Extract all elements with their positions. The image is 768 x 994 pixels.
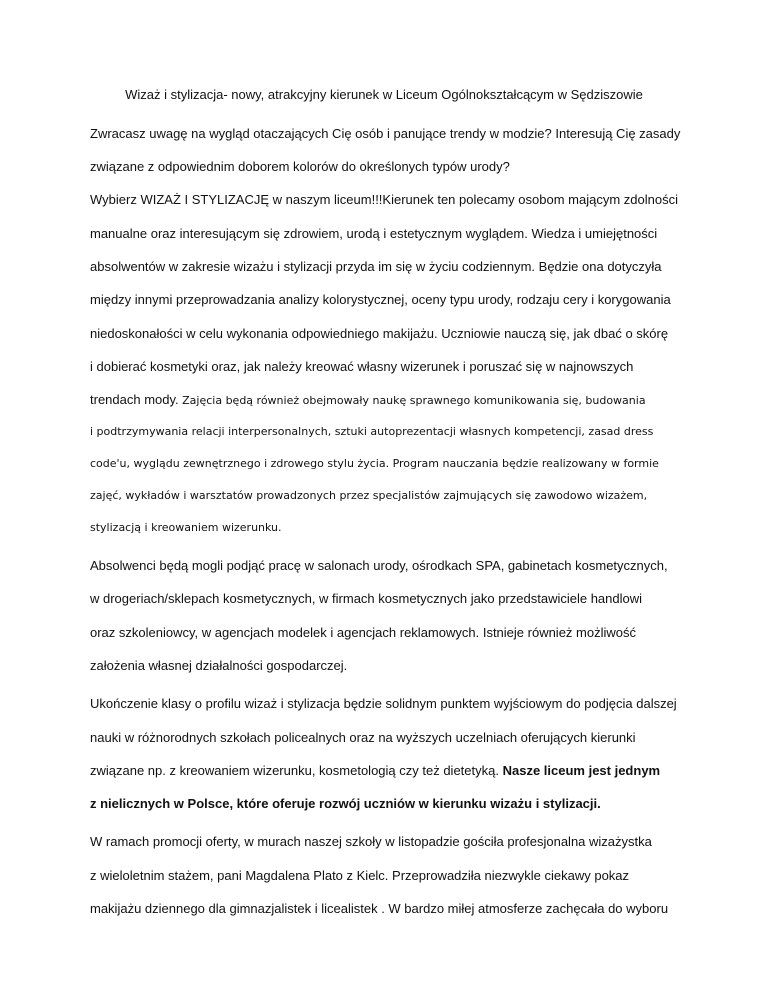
paragraph-line: w drogeriach/sklepach kosmetycznych, w firmach kosmetycznych jako przedstawiciele handlowi xyxy=(90,591,643,606)
paragraph-line: absolwentów w zakresie wizażu i stylizacji przyda im się w życiu codziennym. Będzie ona dotyczyła xyxy=(90,259,662,274)
paragraph-line: między innymi przeprowadzania analizy kolorystycznej, oceny typu urody, rodzaju cery i korygowania xyxy=(90,292,671,307)
paragraph-line xyxy=(90,392,646,409)
paragraph-line: makijażu dziennego dla gimnazjalistek i licealistek . W bardzo miłej atmosferze zachęcała do wyboru xyxy=(90,901,669,916)
paragraph-line: założenia własnej działalności gospodarczej. xyxy=(90,658,348,673)
paragraph-text-bold: Nasze liceum jest jednym xyxy=(502,763,661,778)
paragraph-line: i podtrzymywania relacji interpersonalnych, sztuki autoprezentacji własnych kompetencji, zasad dress xyxy=(90,425,654,438)
paragraph-line: i dobierać kosmetyki oraz, jak należy kreować własny wizerunek i poruszać się w najnowszych xyxy=(90,359,634,374)
paragraph-line xyxy=(90,763,660,779)
paragraph-line: Zwracasz uwagę na wygląd otaczających Cię osób i panujące trendy w modzie? Interesują Cię zasady xyxy=(90,126,681,141)
paragraph-line: zajęć, wykładów i warsztatów prowadzonych przez specjalistów zajmujących się zawodowo wizażem, xyxy=(90,489,648,502)
paragraph-line: Absolwenci będą mogli podjąć pracę w salonach urody, ośrodkach SPA, gabinetach kosmetycznych, xyxy=(90,558,668,573)
paragraph-line: oraz szkoleniowcy, w agencjach modelek i agencjach reklamowych. Istnieje również możliwość xyxy=(90,625,636,640)
document-title: Wizaż i stylizacja- nowy, atrakcyjny kierunek w Liceum Ogólnokształcącym w Sędziszowie xyxy=(125,87,643,102)
paragraph-line: z wieloletnim stażem, pani Magdalena Plato z Kielc. Przeprowadziła niezwykle ciekawy pokaz xyxy=(90,868,630,883)
paragraph-text: związane np. z kreowaniem wizerunku, kosmetologią czy też dietetyką. xyxy=(90,763,503,778)
paragraph-line: Wybierz WIZAŻ I STYLIZACJĘ w naszym liceum!!!Kierunek ten polecamy osobom mającym zdolności xyxy=(90,192,678,207)
paragraph-line: manualne oraz interesującym się zdrowiem, urodą i estetycznym wyglądem. Wiedza i umiejętności xyxy=(90,226,658,241)
paragraph-line: code'u, wyglądu zewnętrznego i zdrowego stylu życia. Program nauczania będzie realizowany w formie xyxy=(90,457,659,470)
paragraph-line: stylizacją i kreowaniem wizerunku. xyxy=(90,521,282,534)
paragraph-line: W ramach promocji oferty, w murach naszej szkoły w listopadzie gościła profesjonalna wizażystka xyxy=(90,834,652,849)
paragraph-line: związane z odpowiednim doborem kolorów do określonych typów urody? xyxy=(90,159,510,174)
paragraph-line: Ukończenie klasy o profilu wizaż i stylizacja będzie solidnym punktem wyjściowym do podjęcia dalszej xyxy=(90,696,677,711)
paragraph-line: niedoskonałości w celu wykonania odpowiedniego makijażu. Uczniowie nauczą się, jak dbać o skórę xyxy=(90,326,669,341)
paragraph-line: nauki w różnorodnych szkołach policealnych oraz na wyższych uczelniach oferujących kierunki xyxy=(90,730,636,745)
paragraph-text: trendach mody. xyxy=(90,392,179,407)
paragraph-line-bold: z nielicznych w Polsce, które oferuje rozwój uczniów w kierunku wizażu i stylizacji. xyxy=(90,796,601,811)
paragraph-text-small: Zajęcia będą również obejmowały naukę sprawnego komunikowania się, budowania xyxy=(178,394,646,407)
